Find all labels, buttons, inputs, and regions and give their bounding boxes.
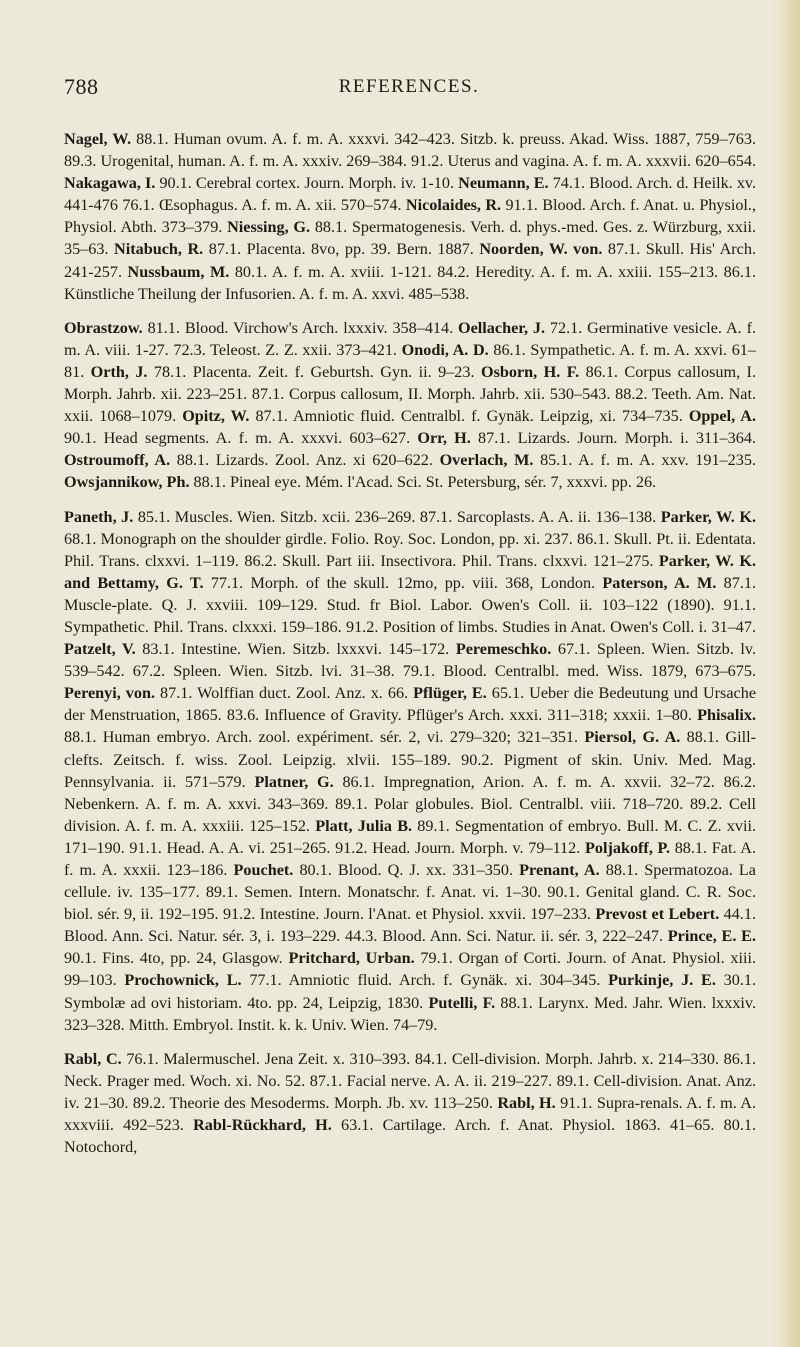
citation-text: 87.1. Muscle-plate. Q. J. xxviii. 109–129. Stud. fr Biol. Labor. Owen's Coll. ii. 103–122 (1890). 91.1. Sympathetic. Phil. Trans. clxxxi. 159–186. 91.2. Position of limbs. Studies in Anat. Owen's Coll. i. 31–47. — [64, 573, 756, 636]
citation-text: 67.1. Spleen. Wien. Sitzb. lv. 539–542. 67.2. Spleen. Wien. Sitzb. lvi. 31–38. 79.1. Blood. Centralbl. med. Wiss. 1879, 673–675. — [64, 640, 756, 681]
author-name: Parker, W. K. — [660, 507, 756, 526]
references-list — [64, 128, 756, 1170]
reference-entry — [91, 363, 481, 381]
citation-text: 88.1. Lizards. Zool. Anz. xi 620–622. — [170, 451, 440, 470]
author-name: Oellacher, J. — [458, 318, 546, 337]
author-name: Owsjannikow, Ph. — [64, 473, 190, 492]
citation-text: 44.1. Blood. Ann. Sci. Natur. sér. 3, i. 193–229. 44.3. Blood. Ann. Sci. Natur. ii. sér. 3, 222–247. — [64, 905, 756, 946]
author-name: Rabl-Rückhard, H. — [193, 1116, 332, 1135]
author-name: Paterson, A. M. — [602, 573, 717, 592]
reference-entry — [182, 407, 689, 425]
citation-text: 77.1. Amniotic fluid. Arch. f. Gynäk. xi. 304–345. — [241, 971, 609, 990]
running-head — [64, 74, 754, 102]
author-name: Nakagawa, I. — [64, 174, 156, 193]
reference-entry — [64, 451, 440, 469]
citation-text: 91.1. Supra-renals. A. f. m. A. xxxviii. 492–523. — [64, 1093, 756, 1135]
citation-text: 68.1. Monograph on the shoulder girdle. Folio. Roy. Soc. London, pp. xi. 237. 86.1. Skull. Pt. ii. Edentata. Phil. Trans. clxxvi. 1–119. 86.2. Skull. Part iii. Insectivora. Phil. Trans. clxxvi. 121–275. — [64, 529, 756, 570]
author-name: Neumann, E. — [458, 174, 549, 193]
reference-entry — [64, 640, 456, 658]
citation-text: 88.1. Human ovum. A. f. m. A. xxxvi. 342–423. Sitzb. k. preuss. Akad. Wiss. 1887, 759–763. 89.3. Urogenital, human. A. f. m. A. xxxiv. 269–384. 91.2. Uterus and vagina. A. f. m. A. xxxvii. 620–654. — [64, 130, 757, 171]
running-title: REFERENCES. — [338, 76, 480, 97]
citation-text: 88.1. Gill-clefts. Zeitsch. f. wiss. Zool. Leipzig. xlvii. 155–189. 90.2. Pigment of skin. Univ. Med. Mag. Pennsylvania. ii. 571–579. — [64, 728, 756, 791]
citation-text: 80.1. Blood. Q. J. xx. 331–350. — [293, 861, 520, 879]
author-name: Patzelt, V. — [64, 640, 136, 659]
citation-text: 87.1. Wolffian duct. Zool. Anz. x. 66. — [155, 684, 414, 703]
reference-entry — [234, 861, 520, 879]
author-name: Niessing, G. — [227, 218, 311, 237]
citation-text: 72.1. Germinative vesicle. A. f. m. A. viii. 1-27. 72.3. Teleost. Z. Z. xxii. 373–421. — [64, 318, 757, 359]
author-name: Putelli, F. — [428, 993, 496, 1012]
author-name: Nussbaum, M. — [127, 262, 230, 281]
reference-entry — [64, 319, 458, 337]
author-name: Parker, W. K. and Bettamy, G. T. — [64, 551, 756, 592]
page-number: 788 — [64, 74, 99, 99]
citation-text: 65.1. Ueber die Bedeutung und Ursache der Menstruation, 1865. 83.6. Influence of Gravity. Pflüger's Arch. xxxi. 311–318; xxxii. 1–80. — [64, 684, 757, 725]
author-name: Poljakoff, P. — [584, 838, 671, 857]
author-name: Prochownick, L. — [124, 971, 242, 990]
author-name: Pouchet. — [233, 861, 294, 879]
author-name: Pritchard, Urban. — [288, 949, 415, 968]
author-name: Nicolaides, R. — [405, 196, 502, 215]
author-name: Osborn, H. F. — [480, 362, 580, 381]
author-name: Platt, Julia B. — [315, 816, 413, 835]
author-name: Ostroumoff, A. — [64, 451, 171, 470]
reference-entry — [64, 473, 656, 491]
reference-entry — [64, 130, 756, 170]
author-name: Purkinje, J. E. — [608, 971, 716, 990]
author-name: Rabl, H. — [497, 1093, 556, 1112]
citation-text: 87.1. Skull. His' Arch. 241-257. — [64, 240, 756, 281]
citation-text: 91.1. Blood. Arch. f. Anat. u. Physiol., Physiol. Abth. 373–379. — [64, 196, 757, 237]
author-name: Phisalix. — [697, 706, 756, 725]
citation-text: 89.1. Segmentation of embryo. Bull. M. C. Z. xvii. 171–190. 91.1. Head. A. A. vi. 251–265. 91.2. Head. Journ. Morph. v. 79–112. — [64, 816, 756, 857]
author-name: Onodi, A. D. — [401, 340, 489, 359]
citation-text: 86.1. Corpus callosum, I. Morph. Jahrb. xii. 223–251. 87.1. Corpus callosum, II. Morph. Jahrb. xii. 530–543. 88.2. Teeth. Am. Nat. xxii. 1068–1079. — [64, 362, 756, 426]
citation-text: 90.1. Fins. 4to, pp. 24, Glasgow. — [64, 949, 289, 968]
author-name: Rabl, C. — [64, 1049, 122, 1068]
citation-text: 77.1. Morph. of the skull. 12mo, pp. viii. 368, London. — [203, 573, 603, 592]
citation-text: 85.1. Muscles. Wien. Sitzb. xcii. 236–269. 87.1. Sarcoplasts. A. A. ii. 136–138. — [133, 507, 661, 526]
citation-text: 90.1. Head segments. A. f. m. A. xxxvi. 603–627. — [64, 429, 418, 448]
citation-text: 79.1. Organ of Corti. Journ. of Anat. Physiol. xiii. 99–103. — [64, 949, 756, 990]
reference-paragraph — [64, 128, 756, 305]
author-name: Prince, E. E. — [667, 927, 756, 946]
author-name: Peremeschko. — [455, 640, 552, 659]
citation-text: 87.1. Amniotic fluid. Centralbl. f. Gynäk. Leipzig, xi. 734–735. — [249, 407, 689, 426]
author-name: Platner, G. — [254, 772, 334, 791]
citation-text: 78.1. Placenta. Zeit. f. Geburtsh. Gyn. ii. 9–23. — [147, 362, 481, 381]
author-name: Paneth, J. — [64, 507, 134, 526]
author-name: Overlach, M. — [439, 451, 534, 470]
citation-text: 90.1. Cerebral cortex. Journ. Morph. iv. 1-10. — [155, 174, 459, 193]
author-name: Obrastzow. — [64, 318, 143, 337]
citation-text: 74.1. Blood. Arch. d. Heilk. xv. 441-476 76.1. Œsophagus. A. f. m. A. xii. 570–574. — [64, 174, 757, 215]
citation-text: 88.1. Pineal eye. Mém. l'Acad. Sci. St. Petersburg, sér. 7, xxxvi. pp. 26. — [189, 473, 657, 492]
author-name: Piersol, G. A. — [584, 728, 681, 747]
reference-paragraph — [64, 506, 756, 1036]
citation-text: 83.1. Intestine. Wien. Sitzb. lxxxvi. 145–172. — [135, 640, 456, 659]
reference-paragraph — [64, 1048, 756, 1158]
citation-text: 63.1. Cartilage. Arch. f. Anat. Physiol. 1863. 41–65. 80.1. Notochord, — [64, 1116, 757, 1157]
citation-text: 76.1. Malermuschel. Jena Zeit. x. 310–393. 84.1. Cell-division. Morph. Jahrb. x. 214–330. 86.1. Neck. Prager med. Woch. xi. No. 52. 87.1. Facial nerve. A. A. ii. 219–227. 89.1. Cell-division. Anat. Anz. iv. 21–30. 89.2. Theorie des Mesoderms. Morph. Jb. xv. 113–250. — [64, 1049, 756, 1112]
author-name: Nitabuch, R. — [114, 240, 204, 259]
citation-text: 81.1. Blood. Virchow's Arch. lxxxiv. 358–414. — [142, 318, 459, 337]
author-name: Prenant, A. — [519, 861, 600, 879]
author-name: Orr, H. — [417, 429, 471, 448]
citation-text: 88.1. Larynx. Med. Jahr. Wien. lxxxiv. 323–328. Mitth. Embryol. Instit. k. k. Univ. Wien. 74–79. — [64, 993, 757, 1034]
author-name: Noorden, W. von. — [479, 240, 603, 259]
author-name: Nagel, W. — [64, 130, 132, 148]
citation-text: 88.1. Fat. A. f. m. A. xxxii. 123–186. — [64, 838, 757, 879]
reference-paragraph — [64, 317, 756, 494]
citation-text: 30.1. Symbolæ ad ovi historiam. 4to. pp. 24, Leipzig, 1830. — [64, 971, 757, 1012]
citation-text: 85.1. A. f. m. A. xxv. 191–235. — [533, 451, 756, 470]
citation-text: 88.1. Human embryo. Arch. zool. expériment. sér. 2, vi. 279–320; 321–351. — [64, 728, 585, 747]
citation-text: 87.1. Lizards. Journ. Morph. i. 311–364. — [470, 429, 756, 448]
author-name: Orth, J. — [90, 362, 148, 381]
author-name: Pflüger, E. — [413, 684, 487, 703]
citation-text: 86.1. Sympathetic. A. f. m. A. xxvi. 61–81. — [64, 340, 756, 381]
citation-text: 88.1. Spermatogenesis. Verh. d. phys.-med. Ges. z. Würzburg, xxii. 35–63. — [64, 218, 756, 259]
reference-entry — [64, 684, 413, 702]
author-name: Oppel, A. — [688, 407, 757, 426]
citation-text: 86.1. Impregnation, Arion. A. f. m. A. xxvii. 32–72. 86.2. Nebenkern. A. f. m. A. xxvi. 343–369. 89.1. Polar globules. Biol. Centralbl. viii. 718–720. 89.2. Cell division. A. f. m. A. xxxiii. 125–152. — [64, 772, 756, 835]
reference-entry — [440, 451, 756, 469]
page-edge-shading — [774, 0, 800, 1347]
reference-entry — [417, 429, 756, 447]
author-name: Opitz, W. — [182, 407, 250, 426]
reference-entry — [124, 971, 608, 989]
citation-text: 80.1. A. f. m. A. xviii. 1-121. 84.2. Heredity. A. f. m. A. xxiii. 155–213. 86.1. Künstliche Theilung der Infusorien. A. f. m. A. xxvi. 485–538. — [64, 262, 757, 303]
reference-entry — [64, 174, 458, 192]
reference-entry — [64, 508, 661, 526]
author-name: Prevost et Lebert. — [595, 905, 720, 924]
reference-entry — [114, 240, 479, 258]
author-name: Perenyi, von. — [64, 684, 156, 703]
citation-text: 87.1. Placenta. 8vo, pp. 39. Bern. 1887. — [203, 240, 480, 259]
reference-entry — [64, 263, 756, 303]
citation-text: 88.1. Spermatozoa. La cellule. iv. 135–177. 89.1. Semen. Intern. Monatschr. f. Anat. vi. 1–30. 90.1. Genital gland. C. R. Soc. biol. sér. 9, ii. 192–195. 91.2. Intestine. Journ. l'Anat. et Physiol. xxvii. 197–233. — [64, 861, 756, 924]
